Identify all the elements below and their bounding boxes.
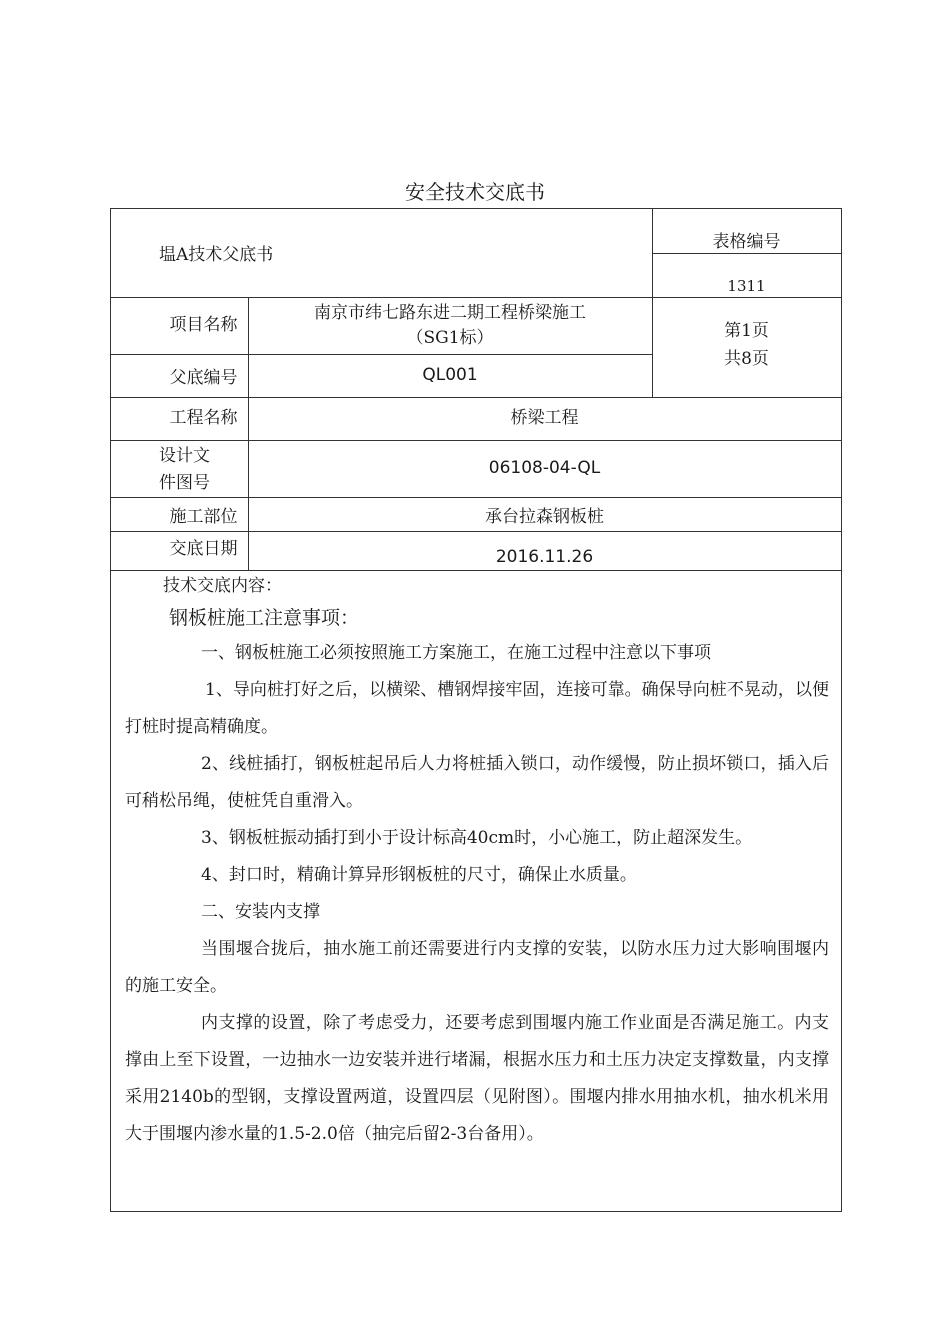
disclosure-content [111, 571, 841, 1153]
paragraph-two: 内支撑的设置，除了考虑受力，还要考虑到围堰内施工作业面是否满足施工。内支撑由上至下设置，一边抽水一边安装并进行堵漏，根据水压力和土压力决定支撑数量，内支撑采用2140b的型钢，支撑设置两道，设置四层（见附图）。围堰内排水用抽水机，抽水机米用大于围堰内渗水量的1.5-2.0倍（抽完后留2-3台备用）。 [125, 1013, 829, 1144]
engineering-name-label: 工程名称 [169, 408, 238, 429]
content-heading: 钢板桩施工注意事项： [169, 607, 360, 629]
paragraph-one: 当围堰合拢后，抽水施工前还需要进行内支撑的安装，以防水压力过大影响围堰内的施工安全。 [125, 939, 829, 996]
item-one: 1、导向桩打好之后，以横梁、槽钢焊接牢固，连接可靠。确保导向桩不晃动，以便打桩时提高精确度。 [125, 680, 829, 737]
disclosure-date-label: 交底日期 [169, 538, 238, 559]
section-two-title: 二、安装内支撑 [201, 902, 320, 922]
section-one-title: 一、钢板桩施工必须按照施工方案施工，在施工过程中注意以下事项 [201, 643, 711, 663]
page-number: 第1页 [724, 321, 769, 341]
project-name-value [248, 297, 652, 354]
disclosure-date-value: 2016.11.26 [495, 546, 594, 567]
item-two: 2、线桩插打，钢板桩起吊后人力将桩插入锁口，动作缓慢，防止损坏锁口，插入后可稍松吊绳，使桩凭自重滑入。 [125, 754, 829, 811]
document-title: 安全技术交底书 [405, 180, 545, 204]
page-info [652, 317, 841, 373]
design-doc-value: 06108-04-QL [488, 458, 601, 479]
project-name-line1: 南京市纬七路东进二期工程桥梁施工 [314, 302, 586, 323]
design-doc-label-line2: 件图号 [159, 473, 210, 493]
content-label: 技术交底内容： [163, 576, 282, 596]
item-four: 4、封口时，精确计算异形钢板桩的尺寸，确保止水质量。 [201, 865, 637, 885]
construction-part-value: 承台拉森钢板桩 [485, 506, 604, 527]
disclosure-table [110, 208, 842, 1212]
design-doc-label-line1: 设计文 [159, 446, 210, 466]
project-name-line2: （SG1标） [406, 327, 494, 348]
engineering-name-value: 桥梁工程 [510, 408, 579, 429]
project-name-label: 项目名称 [169, 315, 238, 336]
form-number-value: 1311 [727, 276, 766, 295]
header-left-text: 塭A技术父底书 [159, 244, 274, 265]
disclosure-code-label: 父底编号 [169, 367, 238, 388]
form-number-label: 表格编号 [712, 231, 781, 252]
disclosure-code-value: QL001 [422, 365, 478, 386]
item-three: 3、钢板桩振动插打到小于设计标高40cm时，小心施工，防止超深发生。 [201, 828, 753, 848]
page-total: 共8页 [724, 349, 769, 369]
design-doc-label [159, 443, 239, 497]
construction-part-label: 施工部位 [169, 506, 238, 527]
row-divider [111, 497, 841, 498]
